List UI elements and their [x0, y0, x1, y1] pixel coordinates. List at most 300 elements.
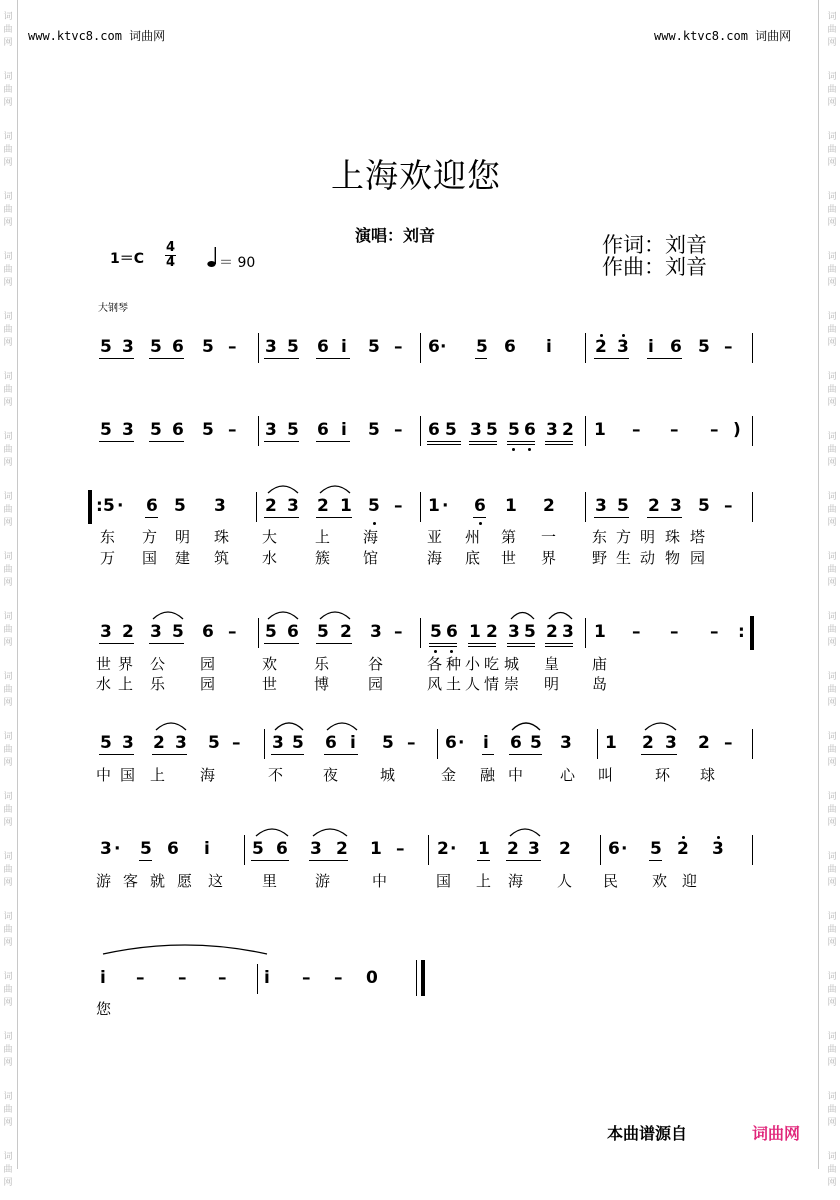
- watermark-char: 曲: [827, 1044, 837, 1055]
- lyric-char: 明: [544, 675, 560, 693]
- watermark-char: 曲: [827, 1164, 837, 1175]
- note: 2: [648, 496, 660, 516]
- watermark-char: 网: [827, 877, 837, 888]
- watermark-char: 网: [827, 337, 837, 348]
- slur-arc: [275, 723, 303, 730]
- watermark-char: 网: [827, 277, 837, 288]
- song-title: 上海欢迎您: [331, 156, 501, 195]
- watermark-char: 曲: [827, 564, 837, 575]
- watermark-char: 词: [827, 371, 837, 382]
- slur-arc: [327, 723, 357, 730]
- note: 5: [172, 622, 184, 642]
- watermark-char: 曲: [827, 84, 837, 95]
- lyric-char: 底: [465, 549, 481, 567]
- watermark-char: 词: [3, 251, 13, 262]
- lyric-char: 土: [446, 675, 462, 693]
- watermark-char: 网: [3, 577, 13, 588]
- slur-arc: [549, 613, 572, 620]
- lyric-char: 民: [603, 872, 619, 890]
- lyric-char: 金: [441, 766, 457, 784]
- lyric-char: 界: [118, 655, 134, 673]
- watermark-char: 网: [3, 817, 13, 828]
- watermark-char: 网: [827, 697, 837, 708]
- watermark-char: 网: [3, 1177, 13, 1188]
- watermark-char: 词: [827, 11, 837, 22]
- lyric-char: 海: [200, 766, 216, 784]
- note: 6: [202, 622, 214, 642]
- lyric-char: 一: [541, 528, 557, 546]
- note: 6: [474, 496, 486, 516]
- note: 3: [670, 496, 682, 516]
- note: 6: [524, 420, 536, 440]
- watermark-char: 曲: [827, 744, 837, 755]
- watermark-char: 词: [827, 491, 837, 502]
- lyric-char: 东: [100, 528, 116, 546]
- note: ): [733, 420, 741, 440]
- watermark-char: 曲: [3, 984, 13, 995]
- note: 2: [336, 839, 348, 859]
- watermark-char: 词: [827, 671, 837, 682]
- note: 5: [208, 733, 220, 753]
- note: 3: [562, 622, 574, 642]
- note: 5: [445, 420, 457, 440]
- watermark-char: 曲: [3, 504, 13, 515]
- watermark-char: 词: [3, 11, 13, 22]
- lyric-char: 簇: [315, 549, 331, 567]
- lyric-char: 方: [616, 528, 632, 546]
- watermark-char: 网: [3, 277, 13, 288]
- lyric-char: 游: [315, 872, 331, 890]
- lyric-char: 小: [465, 655, 481, 673]
- note: –: [396, 839, 405, 859]
- note: 3: [265, 420, 277, 440]
- watermark-char: 词: [827, 251, 837, 262]
- watermark-char: 词: [827, 1091, 837, 1102]
- note: 5: [174, 496, 186, 516]
- lyric-char: 愿: [177, 872, 193, 890]
- note: 2: [543, 496, 555, 516]
- key-signature: 1＝C: [110, 251, 145, 267]
- watermark-char: 网: [827, 217, 837, 228]
- note: 6: [504, 337, 516, 357]
- note: 6: [167, 839, 179, 859]
- note: 3: [100, 622, 112, 642]
- watermark-char: 曲: [3, 1164, 13, 1175]
- lyric-char: 人: [557, 872, 573, 890]
- watermark-char: 网: [3, 1117, 13, 1128]
- watermark-char: 词: [3, 1091, 13, 1102]
- note: 6: [428, 420, 440, 440]
- watermark-char: 网: [3, 697, 13, 708]
- watermark-char: 曲: [827, 264, 837, 275]
- watermark-char: 曲: [3, 144, 13, 155]
- lyric-char: 博: [314, 675, 330, 693]
- watermark-char: 曲: [827, 804, 837, 815]
- watermark-char: 网: [3, 157, 13, 168]
- note: 5: [202, 420, 214, 440]
- watermark-char: 网: [3, 397, 13, 408]
- note: –: [232, 733, 241, 753]
- note: 5: [650, 839, 662, 859]
- note: ·: [458, 733, 465, 753]
- lyric-char: 风: [427, 675, 443, 693]
- lyric-char: 水: [96, 675, 112, 693]
- note: –: [724, 337, 733, 357]
- note: 6: [146, 496, 158, 516]
- lyric-char: 不: [268, 766, 284, 784]
- watermark-char: 曲: [827, 984, 837, 995]
- note: 1: [594, 622, 606, 642]
- note: 5: [382, 733, 394, 753]
- instrument-label: 大钢琴: [98, 303, 128, 314]
- watermark-char: 曲: [3, 444, 13, 455]
- watermark-char: 词: [827, 431, 837, 442]
- lyric-char: 里: [262, 872, 278, 890]
- note: –: [394, 337, 403, 357]
- lyric-char: 城: [504, 655, 520, 673]
- lyric-char: 方: [142, 528, 158, 546]
- watermark-char: 网: [827, 757, 837, 768]
- watermark-char: 曲: [3, 204, 13, 215]
- note: –: [407, 733, 416, 753]
- note: 3: [595, 496, 607, 516]
- watermark-char: 曲: [827, 1104, 837, 1115]
- note: 5: [140, 839, 152, 859]
- note: i: [264, 968, 270, 988]
- note: :: [738, 622, 745, 642]
- lyric-char: 游: [96, 872, 112, 890]
- note: 1: [469, 622, 481, 642]
- watermark-char: 词: [827, 1151, 837, 1162]
- watermark-char: 词: [827, 71, 837, 82]
- watermark-char: 曲: [3, 684, 13, 695]
- lyric-char: 客: [123, 872, 139, 890]
- lyric-char: 上: [476, 872, 492, 890]
- note: –: [394, 622, 403, 642]
- note: 2: [595, 337, 607, 357]
- lyric-char: 就: [150, 872, 166, 890]
- note: 3: [617, 337, 629, 357]
- note: ·: [117, 496, 124, 516]
- watermark-char: 曲: [827, 864, 837, 875]
- note: 1: [505, 496, 517, 516]
- lyric-char: 公: [150, 655, 166, 673]
- note: 5: [617, 496, 629, 516]
- note: –: [218, 968, 227, 988]
- note: i: [100, 968, 106, 988]
- watermark-char: 网: [827, 97, 837, 108]
- lyric-char: 吃: [484, 655, 500, 673]
- watermark-char: 网: [827, 817, 837, 828]
- note: 2: [546, 622, 558, 642]
- watermark-char: 曲: [827, 924, 837, 935]
- lyric-char: 上: [150, 766, 166, 784]
- watermark-char: 曲: [827, 144, 837, 155]
- watermark-char: 词: [3, 671, 13, 682]
- watermark-char: 曲: [3, 84, 13, 95]
- note: –: [670, 420, 679, 440]
- watermark-char: 曲: [827, 504, 837, 515]
- note: –: [632, 420, 641, 440]
- slur-arc: [256, 829, 288, 836]
- lyric-char: 上: [315, 528, 331, 546]
- lyric-char: 这: [208, 872, 224, 890]
- lyric-char: 世: [501, 549, 517, 567]
- lyric-char: 崇: [504, 675, 520, 693]
- note: 3: [310, 839, 322, 859]
- time-signature-bottom: 4: [165, 255, 176, 270]
- lyric-char: 珠: [214, 528, 230, 546]
- watermark-char: 曲: [827, 624, 837, 635]
- note: –: [228, 622, 237, 642]
- watermark-char: 词: [3, 131, 13, 142]
- note: 6: [172, 420, 184, 440]
- watermark-char: 曲: [3, 864, 13, 875]
- lyric-char: 筑: [214, 549, 230, 567]
- slur-arc: [320, 612, 350, 619]
- note: 6: [317, 420, 329, 440]
- note: 6: [428, 337, 440, 357]
- note: 2: [437, 839, 449, 859]
- note: 6: [325, 733, 337, 753]
- note: 3: [272, 733, 284, 753]
- watermark-char: 曲: [827, 324, 837, 335]
- note: –: [710, 420, 719, 440]
- note: 2: [486, 622, 498, 642]
- note: 2: [122, 622, 134, 642]
- watermark-char: 词: [3, 551, 13, 562]
- watermark-char: 曲: [827, 24, 837, 35]
- watermark-char: 曲: [827, 684, 837, 695]
- slur-arc: [153, 612, 183, 619]
- note: 5: [476, 337, 488, 357]
- note: i: [648, 337, 654, 357]
- lyric-char: 人: [465, 675, 481, 693]
- watermark-char: 曲: [3, 384, 13, 395]
- lyric-char: 东: [592, 528, 608, 546]
- note: 5: [202, 337, 214, 357]
- tempo-marking: ＝ 90: [219, 255, 256, 271]
- note: –: [228, 337, 237, 357]
- note: i: [546, 337, 552, 357]
- watermark-char: 词: [827, 191, 837, 202]
- lyric-char: 海: [508, 872, 524, 890]
- watermark-char: 网: [3, 1057, 13, 1068]
- lyric-char: 中: [508, 766, 524, 784]
- lyric-char: 珠: [665, 528, 681, 546]
- note: 3: [287, 496, 299, 516]
- lyric-char: 园: [200, 655, 216, 673]
- lyric-char: 心: [560, 766, 576, 784]
- watermark-char: 网: [3, 217, 13, 228]
- note: –: [394, 496, 403, 516]
- lyric-char: 国: [436, 872, 452, 890]
- note: 3: [560, 733, 572, 753]
- lyric-char: 塔: [690, 528, 706, 546]
- note: –: [228, 420, 237, 440]
- slur-arc: [510, 829, 540, 836]
- note: ·: [440, 337, 447, 357]
- note: –: [302, 968, 311, 988]
- footer-source-label: 本曲谱源自: [607, 1124, 688, 1143]
- lyric-char: 欢: [652, 872, 668, 890]
- note: –: [724, 733, 733, 753]
- watermark-char: 词: [3, 71, 13, 82]
- note: 5: [150, 420, 162, 440]
- note: 6: [317, 337, 329, 357]
- lyric-char: 皇: [544, 655, 560, 673]
- lyric-char: 谷: [368, 655, 384, 673]
- lyric-char: 种: [446, 655, 462, 673]
- time-signature-top: 4: [165, 240, 176, 255]
- lyric-char: 第: [501, 528, 517, 546]
- note: 6: [608, 839, 620, 859]
- watermark-char: 曲: [3, 804, 13, 815]
- note: 5: [486, 420, 498, 440]
- note: 5: [150, 337, 162, 357]
- watermark-char: 词: [827, 131, 837, 142]
- note: 5: [698, 337, 710, 357]
- lyric-char: 叫: [598, 766, 614, 784]
- lyric-char: 各: [427, 655, 443, 673]
- lyric-char: 州: [465, 528, 481, 546]
- note: 3: [100, 839, 112, 859]
- note: 6: [172, 337, 184, 357]
- note: 3: [528, 839, 540, 859]
- watermark-char: 词: [827, 851, 837, 862]
- watermark-char: 曲: [3, 1044, 13, 1055]
- note: 1: [340, 496, 352, 516]
- watermark-char: 网: [3, 637, 13, 648]
- note: i: [341, 337, 347, 357]
- note: 3: [265, 337, 277, 357]
- note: 5: [292, 733, 304, 753]
- watermark-char: 曲: [3, 624, 13, 635]
- note: i: [483, 733, 489, 753]
- note: 1: [370, 839, 382, 859]
- note: ·: [442, 496, 449, 516]
- lyric-char: 国: [142, 549, 158, 567]
- watermark-char: 词: [3, 191, 13, 202]
- lyric-char: 明: [175, 528, 191, 546]
- watermark-char: 网: [827, 1057, 837, 1068]
- watermark-char: 网: [3, 97, 13, 108]
- lyric-char: 世: [96, 655, 112, 673]
- lyric-char: 中: [372, 872, 388, 890]
- note: 5: [100, 420, 112, 440]
- note: –: [670, 622, 679, 642]
- note: 6: [446, 622, 458, 642]
- lyric-char: 环: [655, 766, 671, 784]
- note: 5: [103, 496, 115, 516]
- note: –: [178, 968, 187, 988]
- watermark-char: 网: [3, 757, 13, 768]
- watermark-char: 词: [3, 611, 13, 622]
- lyricist-credit: 作词：刘音: [602, 233, 707, 257]
- watermark-char: 词: [3, 1151, 13, 1162]
- lyric-char: 万: [100, 549, 116, 567]
- watermark-char: 曲: [827, 444, 837, 455]
- lyric-char: 乐: [150, 675, 166, 693]
- slur-arc: [313, 829, 347, 836]
- note: i: [350, 733, 356, 753]
- lyric-char: 物: [665, 549, 681, 567]
- note: –: [136, 968, 145, 988]
- note: 5: [368, 496, 380, 516]
- lyric-char: 馆: [363, 549, 379, 567]
- watermark-char: 词: [3, 311, 13, 322]
- lyric-char: 乐: [314, 655, 330, 673]
- note: 3: [370, 622, 382, 642]
- note: 5: [100, 337, 112, 357]
- note: 5: [317, 622, 329, 642]
- lyric-char: 岛: [592, 675, 608, 693]
- lyric-char: 融: [480, 766, 496, 784]
- watermark-char: 网: [827, 517, 837, 528]
- watermark-char: 网: [827, 577, 837, 588]
- watermark-char: 网: [827, 1117, 837, 1128]
- lyric-char: 夜: [323, 766, 339, 784]
- watermark-char: 网: [3, 877, 13, 888]
- lyric-char: 城: [380, 766, 396, 784]
- note: 2: [507, 839, 519, 859]
- note: i: [204, 839, 210, 859]
- note: –: [632, 622, 641, 642]
- slur-arc: [645, 723, 676, 730]
- note: 1: [594, 420, 606, 440]
- watermark-char: 网: [827, 1177, 837, 1188]
- header-left-site[interactable]: www.ktvc8.com 词曲网: [28, 29, 166, 43]
- slur-arc: [103, 945, 267, 954]
- note: –: [334, 968, 343, 988]
- lyric-char: 园: [368, 675, 384, 693]
- lyric-char: 动: [640, 549, 656, 567]
- watermark-char: 词: [827, 1031, 837, 1042]
- watermark-char: 网: [3, 457, 13, 468]
- watermark-char: 曲: [3, 564, 13, 575]
- lyric-char: 中: [96, 766, 112, 784]
- note: 6: [445, 733, 457, 753]
- watermark-char: 词: [3, 731, 13, 742]
- watermark-char: 词: [3, 911, 13, 922]
- composer-credit: 作曲：刘音: [602, 255, 707, 279]
- note: :: [96, 496, 103, 516]
- watermark-char: 网: [827, 937, 837, 948]
- watermark-char: 曲: [3, 264, 13, 275]
- header-right-site[interactable]: www.ktvc8.com 词曲网: [654, 29, 792, 43]
- lyric-char: 界: [541, 549, 557, 567]
- watermark-char: 网: [827, 37, 837, 48]
- note: 3: [175, 733, 187, 753]
- note: i: [341, 420, 347, 440]
- watermark-char: 词: [827, 911, 837, 922]
- watermark-char: 词: [827, 971, 837, 982]
- note: 3: [712, 839, 724, 859]
- lyric-char: 生: [616, 549, 632, 567]
- lyric-char: 建: [175, 549, 191, 567]
- watermark-char: 词: [3, 851, 13, 862]
- lyric-char: 世: [262, 675, 278, 693]
- slur-arc: [511, 613, 534, 620]
- lyric-char: 园: [690, 549, 706, 567]
- watermark-char: 词: [827, 311, 837, 322]
- note: 2: [317, 496, 329, 516]
- note: 5: [508, 420, 520, 440]
- note: 3: [150, 622, 162, 642]
- singer-credit: 演唱：刘音: [355, 226, 436, 245]
- footer-logo[interactable]: 词曲网: [752, 1124, 801, 1143]
- note: 5: [100, 733, 112, 753]
